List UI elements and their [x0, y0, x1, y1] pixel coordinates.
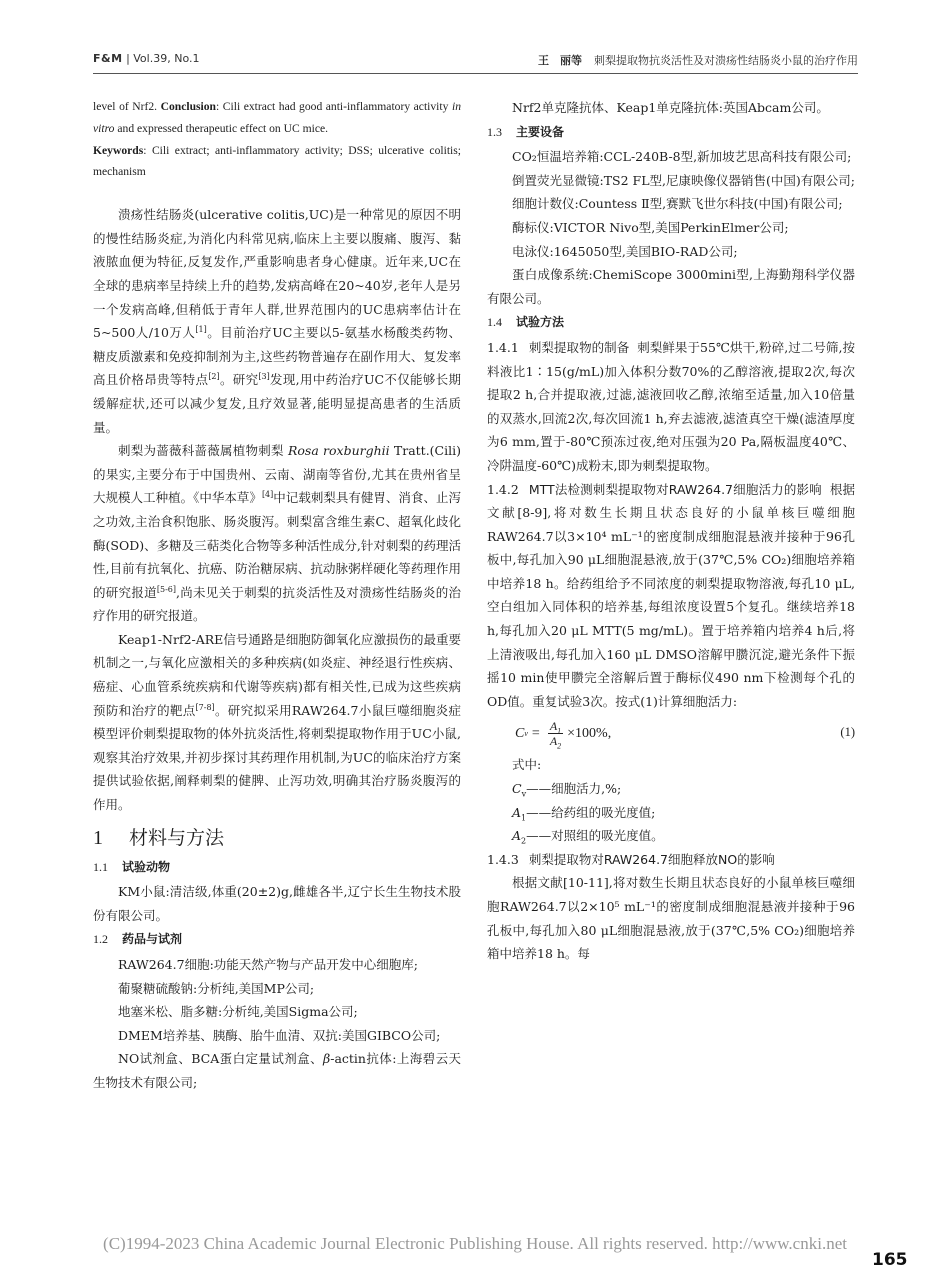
- right-column: [487, 96, 855, 966]
- formula-where: 式中:: [512, 757, 542, 773]
- conclusion-italic: in vitro: [93, 100, 462, 135]
- citation: [1]: [195, 325, 207, 334]
- section-1-4-1: 1.4.1 刺梨提取物的制备 刺梨鲜果于55℃烘干,粉碎,过二号筛,按料液比1∶15(g/mL)加入体积分数70%的乙醇溶液,提取2次,每次提取2 h,合并提取液,过滤,滤液回收乙醇,浓缩至适量,加入10倍量的双蒸水,回流2次,每次回流1 h,弃去滤液,滤渣真空干燥(滤渣厚度为6 mm,置于-80℃预冻过夜,绝对压强为20 Pa,隔板温度40℃、冷阱温度-60℃)成粉末,即为刺梨提取物。: [487, 339, 855, 473]
- header-article-title: 刺梨提取物抗炎活性及对溃疡性结肠炎小鼠的治疗作用: [594, 54, 858, 67]
- header-right: [538, 52, 858, 68]
- citation: [4]: [261, 490, 274, 500]
- section-1-4-2: 1.4.2 MTT法检测刺梨提取物对RAW264.7细胞活力的影响 根据文献[8-9],将对数生长期且状态良好的小鼠单核巨噬细胞RAW264.7以3×10⁴ mL⁻¹的密度制成细胞混悬液并接种于96孔板中,每孔加入90 μL细胞混悬液,放于(37℃,5% CO₂)细胞培养箱中培养18 h。给药组给予不同浓度的刺梨提取物溶液,每孔10 μL,空白组加入同体积的培养基,每组浓度设置5个复孔。继续培养18 h,每孔加入20 μL MTT(5 mg/mL)。置于培养箱内培养4 h后,将上清液吸出,每孔加入160 μL DMSO溶解甲臜沉淀,避光条件下振摇10 min使甲臜完全溶解后置于酶标仪490 nm下检测每个孔的OD值。重复试验3次。按式(1)计算细胞活力:: [487, 481, 855, 709]
- keywords: [93, 140, 461, 184]
- intro-paragraph-1: 溃疡性结肠炎(ulcerative colitis,UC)是一种常见的原因不明的慢性结肠炎症,为消化内科常见病,临床上主要以腹痛、腹泻、黏液脓血便为特征,反复发作,严重影响患者身心健康。近年来,UC在全球的患病率呈持续上升的趋势,发病高峰在20~40岁,老年人是另一个发病高峰,但稍低于青年人群,世界范围内的UC患病率估计在5~500人/10万人[1]。目前治疗UC主要以5-氨基水杨酸类药物、糖皮质激素和免疫抑制剂为主,这些药物普遍存在副作用大、复发率高且价格昂贵等特点[2]。研究[3]发现,用中药治疗UC不仅能够长期缓解症状,还可以减少复发,且疗效显著,能明显提高患者的生活质量。: [93, 207, 462, 435]
- citation: [2]: [208, 372, 220, 382]
- formula-1: [487, 713, 855, 753]
- journal-volume: Vol.39, No.1: [133, 52, 200, 65]
- abstract-result-end: level of Nrf2.: [93, 100, 158, 113]
- section-1-heading: 1 材料与方法: [93, 826, 225, 849]
- reagent-item: NO试剂盒、BCA蛋白定量试剂盒、β-actin抗体:上海碧云天生物技术有限公司;: [93, 1051, 461, 1090]
- citation: [5-6]: [156, 584, 176, 594]
- reagent-item: 地塞米松、脂多糖:分析纯,美国Sigma公司;: [118, 1004, 358, 1020]
- section-1-4-3-text: 根据文献[10-11],将对数生长期且状态良好的小鼠单核巨噬细胞RAW264.7以2×10⁵ mL⁻¹的密度制成细胞混悬液并接种于96孔板中,每孔加入80 μL细胞混悬液,放于(37℃,5% CO₂)细胞培养箱中培养18 h。每: [487, 875, 855, 962]
- citation: [3]: [258, 372, 270, 382]
- latin-name: Rosa roxburghii: [288, 443, 390, 459]
- citation: [7-8]: [195, 702, 215, 712]
- running-header: [93, 52, 858, 72]
- equipment-item: 倒置荧光显微镜:TS2 FL型,尼康映像仪器销售(中国)有限公司;: [512, 172, 855, 188]
- header-left: F&M | Vol.39, No.1: [93, 52, 200, 65]
- keywords-text: : Cili extract; anti-inflammatory activity; DSS; ulcerative colitis; mechanism: [93, 143, 461, 179]
- equipment-item: 细胞计数仪:Countess Ⅱ型,赛默飞世尔科技(中国)有限公司;: [512, 196, 843, 212]
- header-rule: [93, 73, 858, 74]
- section-1-2-heading: 1.2 药品与试剂: [93, 932, 183, 947]
- header-authors: 王 丽等: [538, 54, 582, 67]
- equipment-item: CO₂恒温培养箱:CCL-240B-8型,新加坡艺思高科技有限公司;: [512, 149, 852, 165]
- section-1-4-3-heading: 1.4.3 刺梨提取物对RAW264.7细胞释放NO的影响: [487, 851, 775, 867]
- formula-variable: $A_2——$对照组的吸光度值。: [512, 828, 664, 846]
- section-1-4-heading: 1.4 试验方法: [487, 315, 565, 330]
- keywords-label: Keywords: [93, 143, 144, 157]
- equipment-item: 电泳仪:1645050型,美国BIO-RAD公司;: [512, 243, 738, 259]
- formula-number: (1): [840, 725, 855, 740]
- formula-variable: $C_v——$细胞活力,%;: [512, 781, 622, 799]
- formula-expression: C v = $\frac{A_1}{A_2}$ ×100%,: [515, 719, 612, 751]
- left-column: [93, 96, 461, 1095]
- equipment-item: 蛋白成像系统:ChemiScope 3000mini型,上海勤翔科学仪器有限公司。: [487, 267, 855, 306]
- formula-fraction: $\frac{A_1}{A_2}$: [549, 719, 562, 751]
- formula-variable: $A_1——$给药组的吸光度值;: [512, 804, 656, 823]
- conclusion-label: Conclusion: [160, 100, 217, 113]
- reagent-item: DMEM培养基、胰酶、胎牛血清、双抗:美国GIBCO公司;: [118, 1027, 441, 1043]
- reagent-item: Nrf2单克隆抗体、Keap1单克隆抗体:英国Abcam公司。: [512, 100, 829, 115]
- equipment-item: 酶标仪:VICTOR Nivo型,美国PerkinElmer公司;: [512, 219, 789, 235]
- section-1-3-heading: 1.3 主要设备: [487, 124, 565, 139]
- section-1-1-text: KM小鼠:清洁级,体重(20±2)g,雌雄各半,辽宁长生生物技术股份有限公司。: [93, 884, 461, 923]
- reagent-item: 葡聚糖硫酸钠:分析纯,美国MP公司;: [118, 980, 315, 996]
- copyright-footer: (C)1994-2023 China Academic Journal Electronic Publishing House. All rights reserved. http://www.cnki.net: [103, 1234, 847, 1253]
- page-number: 165: [872, 1250, 908, 1270]
- journal-logo: F&M: [93, 52, 123, 65]
- conclusion-end: and expressed therapeutic effect on UC mice.: [117, 121, 329, 135]
- abstract-tail: [93, 96, 461, 140]
- reagent-item: RAW264.7细胞:功能天然产物与产品开发中心细胞库;: [118, 957, 418, 972]
- intro-paragraph-3: Keap1-Nrf2-ARE信号通路是细胞防御氧化应激损伤的最重要机制之一,与氧化应激相关的多种疾病(如炎症、神经退行性疾病、癌症、心血管系统疾病和代谢等疾病)都有相关性,已成为这些疾病预防和治疗的靶点[7-8]。研究拟采用RAW264.7小鼠巨噬细胞炎症模型评价刺梨提取物的体外抗炎活性,将刺梨提取物作用于UC小鼠,观察其治疗效果,并初步探讨其药理作用机制,为UC的临床治疗方案提供试验依据,阐释刺梨的健脾、止泻功效,明确其治疗肠炎腹泻的作用。: [93, 631, 461, 813]
- conclusion-text: : Cili extract had good anti-inflammatory activity: [216, 100, 449, 113]
- intro-paragraph-2: 刺梨为蔷薇科蔷薇属植物刺梨 Rosa roxburghii Tratt.(Cili)的果实,主要分布于中国贵州、云南、湖南等省份,尤其在贵州省呈大规模人工种植。《中华本草》[4]中记载刺梨具有健胃、消食、止泻之功效,主治食积饱胀、肠炎腹泻。刺梨富含维生素C、超氧化歧化酶(SOD)、多糖及三萜类化合物等多种活性成分,针对刺梨的药理活性,目前有抗氧化、抗癌、防治糖尿病、抗动脉粥样硬化等药理作用的研究报道[5-6],尚未见关于刺梨的抗炎活性及对溃疡性结肠炎的治疗作用的研究报道。: [93, 443, 461, 624]
- section-1-1-heading: 1.1 试验动物: [93, 859, 171, 874]
